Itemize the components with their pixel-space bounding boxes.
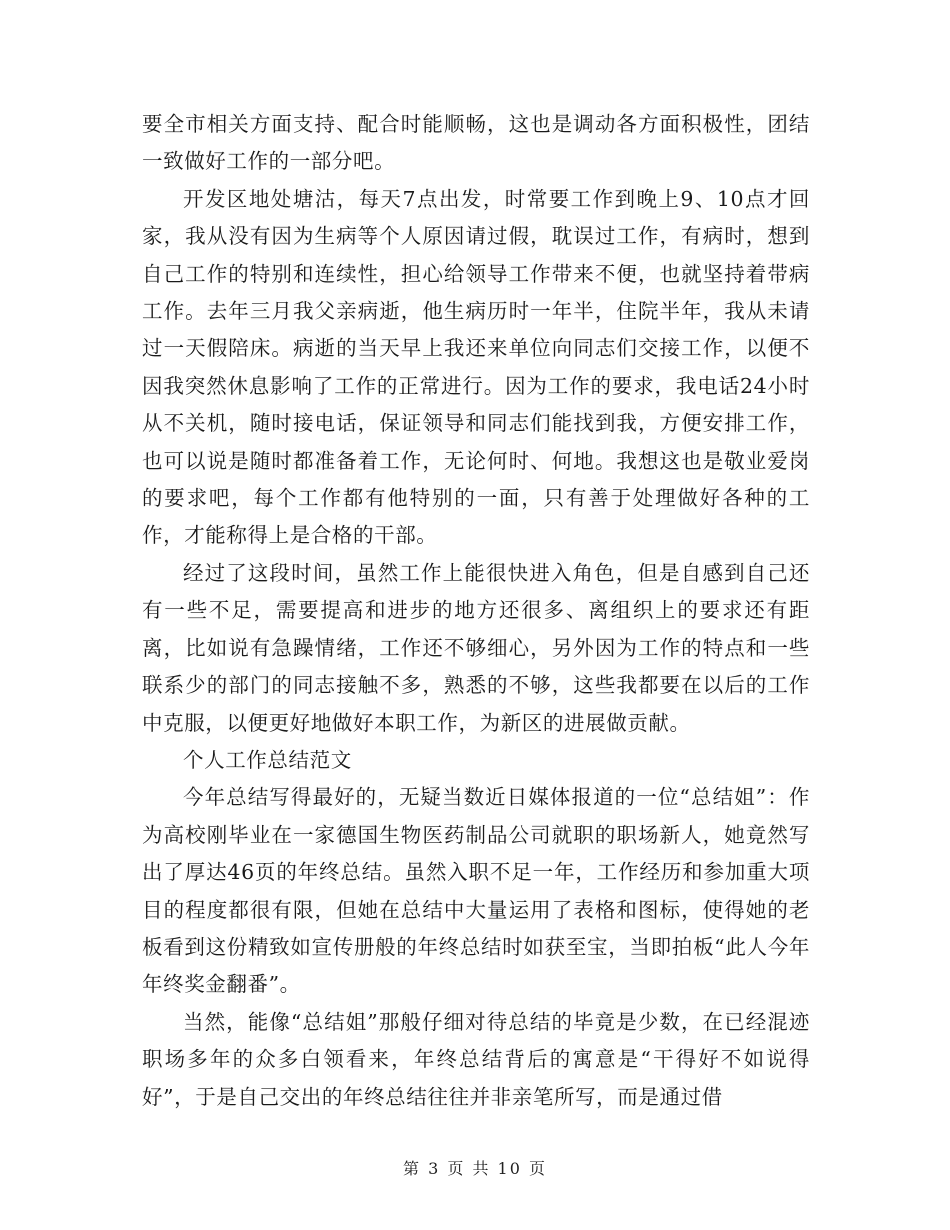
paragraph-2: 开发区地处塘沽，每天7点出发，时常要工作到晚上9、10点才回家，我从没有因为生病等个人原因请过假，耽误过工作，有病时，想到自己工作的特别和连续性，担心给领导工作带来不便，也就坚持着带病工作。去年三月我父亲病逝，他生病历时一年半，住院半年，我从未请过一天假陪床。病逝的当天早上我还来单位向同志们交接工作，以便不因我突然休息影响了工作的正常进行。因为工作的要求，我电话24小时从不关机，随时接电话，保证领导和同志们能找到我，方便安排工作，也可以说是随时都准备着工作，无论何时、何地。我想这也是敬业爱岗的要求吧，每个工作都有他特别的一面，只有善于处理做好各种的工作，才能称得上是合格的干部。 (142, 186, 810, 548)
paragraph-1: 要全市相关方面支持、配合时能顺畅，这也是调动各方面积极性，团结一致做好工作的一部分吧。 (142, 112, 810, 174)
section-heading: 个人工作总结范文 (183, 747, 352, 772)
paragraph-4: 今年总结写得最好的，无疑当数近日媒体报道的一位“总结姐”：作为高校刚毕业在一家德国生物医药制品公司就职的职场新人，她竟然写出了厚达46页的年终总结。虽然入职不足一年，工作经历和参加重大项目的程度都很有限，但她在总结中大量运用了表格和图标，使得她的老板看到这份精致如宣传册般的年终总结时如获至宝，当即拍板“此人今年年终奖金翻番”。 (142, 785, 810, 997)
paragraph-3: 经过了这段时间，虽然工作上能很快进入角色，但是自感到自己还有一些不足，需要提高和进步的地方还很多、离组织上的要求还有距离，比如说有急躁情绪，工作还不够细心，另外因为工作的特点和一些联系少的部门的同志接触不多，熟悉的不够，这些我都要在以后的工作中克服，以便更好地做好本职工作，为新区的进展做贡献。 (142, 560, 810, 735)
paragraph-5: 当然，能像“总结姐”那般仔细对待总结的毕竟是少数，在已经混迹职场多年的众多白领看来，年终总结背后的寓意是“干得好不如说得好”，于是自己交出的年终总结往往并非亲笔所写，而是通过借 (142, 1009, 810, 1109)
page-number-footer: 第 3 页 共 10 页 (403, 1159, 547, 1178)
document-body (142, 106, 810, 1116)
